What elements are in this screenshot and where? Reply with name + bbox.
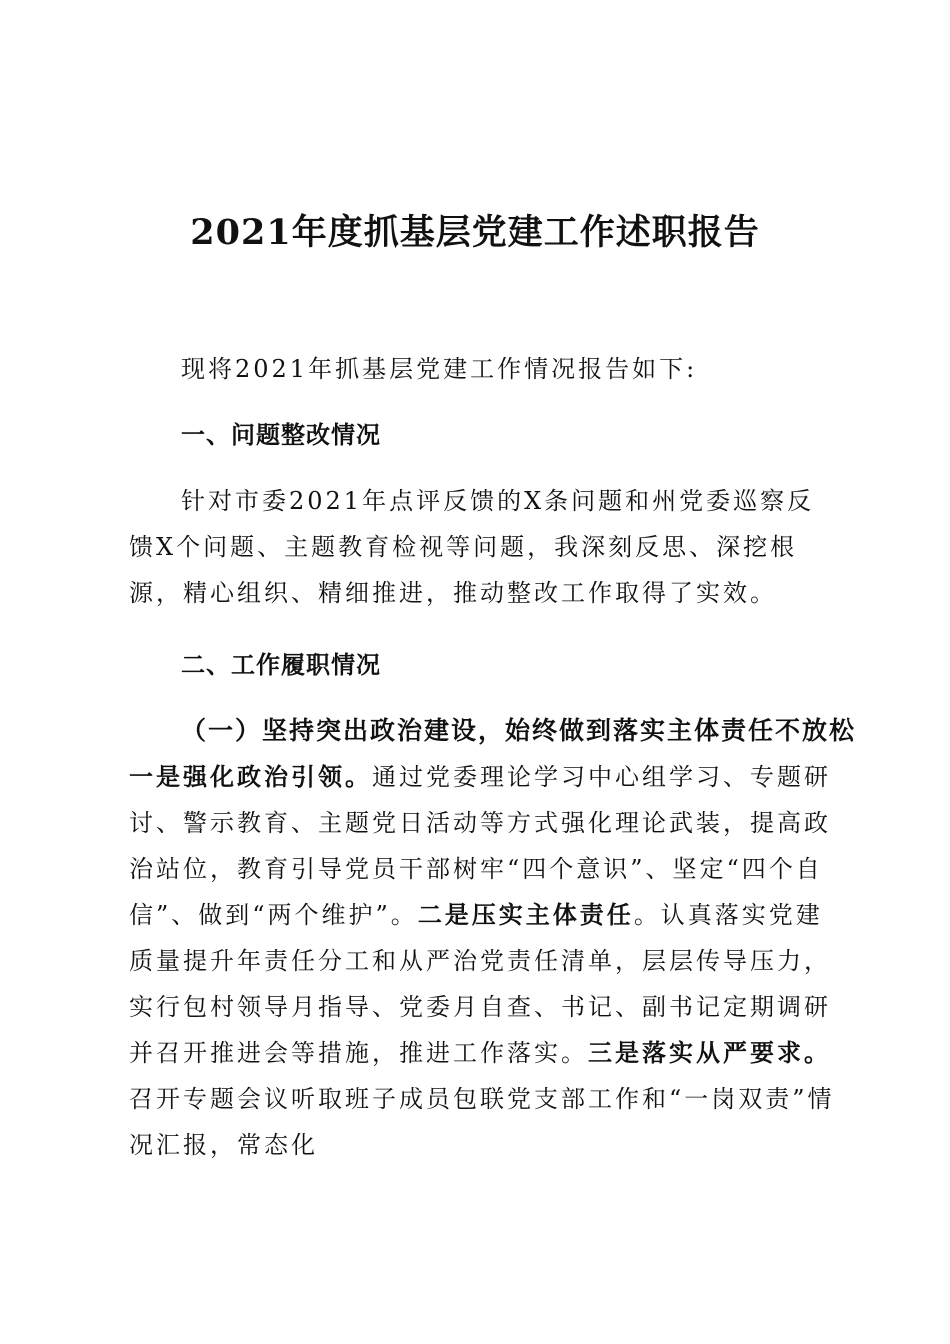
section2-subheading: （一）坚持突出政治建设，始终做到落实主体责任不放松 xyxy=(181,716,857,745)
section2-heading: 二、工作履职情况 xyxy=(181,651,381,679)
paragraph-text-2: 。认真落实党建质量提升年责任分工和从严治党责任清单，层层传导压力，实行包村领导月指导、党委月自查、书记、副书记定期调研并召开推进会等措施，推进工作落实。 xyxy=(129,901,831,1067)
lead-phrase-1: 一是强化政治引领。 xyxy=(129,762,372,791)
document-title: 2021年度抓基层党建工作述职报告 xyxy=(190,212,760,253)
section2-paragraph xyxy=(129,754,844,1168)
intro-paragraph: 现将2021年抓基层党建工作情况报告如下: xyxy=(181,355,698,383)
lead-phrase-2: 二是压实主体责任 xyxy=(417,900,634,929)
section1-heading: 一、问题整改情况 xyxy=(181,421,381,449)
paragraph-text-3: 召开专题会议听取班子成员包联党支部工作和“一岗双责”情况汇报，常态化 xyxy=(129,1085,835,1159)
lead-phrase-3: 三是落实从严要求。 xyxy=(588,1038,831,1067)
section1-paragraph: 针对市委2021年点评反馈的X条问题和州党委巡察反馈X个问题、主题教育检视等问题，我深刻反思、深挖根源，精心组织、精细推进，推动整改工作取得了实效。 xyxy=(129,487,815,607)
paragraph-text-1: 通过党委理论学习中心组学习、专题研讨、警示教育、主题党日活动等方式强化理论武装，提高政治站位，教育引导党员干部树牢“四个意识”、坚定“四个自信”、做到“两个维护”。 xyxy=(129,763,831,929)
